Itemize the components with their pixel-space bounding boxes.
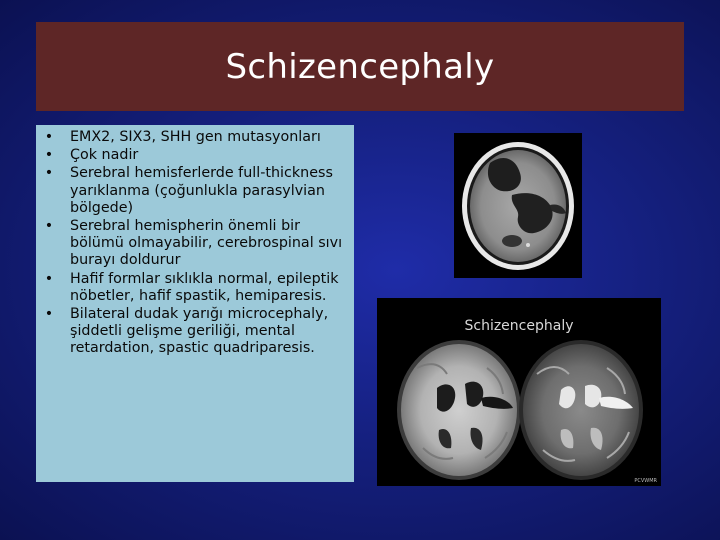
bullet-item <box>40 129 346 146</box>
bullet-text: Bilateral dudak yarığı microcephaly, şiddetli gelişme geriliği, mental retardation, spastic quadriparesis. <box>70 306 329 357</box>
bullet-text: Çok nadir <box>70 147 139 164</box>
mri-comparison-image <box>377 298 661 486</box>
bullet-icon: • <box>44 270 54 287</box>
bullet-text-box <box>36 125 354 482</box>
mri-credit: PCVWMR <box>634 478 657 484</box>
bullet-icon: • <box>44 147 54 164</box>
bullet-icon: • <box>44 129 54 145</box>
bullet-icon: • <box>44 218 54 235</box>
bullet-icon: • <box>44 165 54 182</box>
ct-scan-graphic <box>454 133 582 278</box>
bullet-item <box>40 218 346 270</box>
bullet-list <box>40 129 346 358</box>
bullet-text: Hafif formlar sıklıkla normal, epileptik nöbetler, hafif spastik, hemiparesis. <box>70 270 339 304</box>
mri-scans-graphic <box>377 298 661 486</box>
bullet-item <box>40 306 346 358</box>
slide-title: Schizencephaly <box>225 46 495 87</box>
bullet-text: EMX2, SIX3, SHH gen mutasyonları <box>70 129 321 145</box>
bullet-item <box>40 165 346 217</box>
mri-image-title: Schizencephaly <box>464 318 574 334</box>
bullet-text: Serebral hemisferlerde full-thickness yarıklanma (çoğunlukla parasylvian bölgede) <box>70 165 333 216</box>
bullet-icon: • <box>44 306 54 323</box>
bullet-item <box>40 147 346 164</box>
bullet-item <box>40 271 346 305</box>
bullet-text: Serebral hemispherin önemli bir bölümü olmayabilir, cerebrospinal sıvı burayı doldurur <box>70 218 343 269</box>
ct-scan-image <box>454 133 582 278</box>
title-bar <box>36 22 684 111</box>
